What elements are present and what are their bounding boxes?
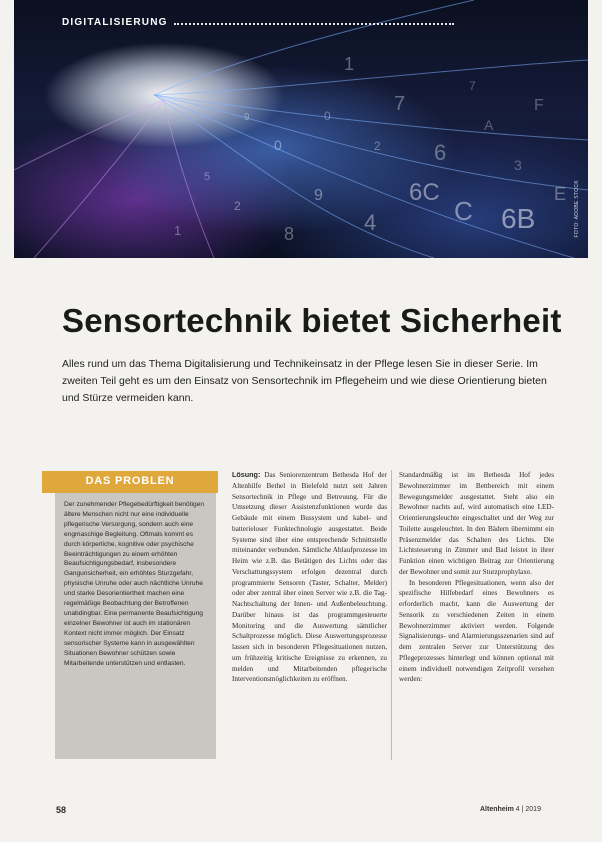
- hero-digit: 9: [314, 187, 323, 204]
- hero-digit: 6C: [409, 179, 440, 206]
- hero-digit: 2: [234, 199, 241, 213]
- hero-digit: 6B: [501, 203, 536, 234]
- solution-label: Lösung:: [232, 470, 261, 479]
- hero-digit: 0: [324, 109, 331, 123]
- hero-digit: 7: [394, 93, 406, 115]
- article-intro: Alles rund um das Thema Digitalisierung und Technikeinsatz in der Pflege lesen Sie in dieser Serie. Im zweiten Teil geht es um den Einsatz von Sensortechnik im Pflegeheim und wie diese Orientierung bieten und Stürze vermeiden kann.: [62, 358, 547, 404]
- hero-digit: 8: [284, 224, 295, 244]
- hero-digit: 5: [204, 171, 211, 183]
- column-2-paragraph-2: In besonderen Pflegesituationen, wenn also der spezifische Hilfebedarf eines Bewohners es erforderlich macht, kann die Auswertung der Sensorik zu verschiedenen Zeiten in einem Bewohnerzimmer aktiviert werden. Folgende Signalisierungs- und Alarmierungsszenarien sind auf dem zentralen Server zur Unterstützung des Pflegeprozesses hinterlegt und können optional mit einem individuell notwendigen Zeitprofil versehen werden:: [399, 578, 554, 684]
- hero-digit: 4: [364, 210, 377, 235]
- hero-digit: C: [454, 196, 473, 226]
- article-headline: Sensortechnik bietet Sicherheit: [62, 302, 562, 339]
- photo-credit: FOTO: ADOBE STOCK: [574, 180, 580, 238]
- column-divider: [391, 470, 392, 760]
- hero-digit: 9: [244, 112, 250, 123]
- article-column-2: [399, 470, 554, 685]
- hero-digit: 0: [274, 137, 282, 153]
- hero-digit: 3: [514, 157, 522, 173]
- magazine-footer: [480, 806, 541, 813]
- magazine-name: Altenheim: [480, 806, 514, 813]
- section-kicker: DIGITALISIERUNG: [62, 17, 168, 28]
- hero-digit: 1: [174, 223, 182, 238]
- article-column-1: [232, 470, 387, 685]
- column-1-text: Das Seniorenzentrum Bethesda Hof der Altenhilfe Bethel in Bielefeld nutzt seit Jahren Sensortechnik in Pflege und Betreuung. Für die Umsetzung dieser Assistenzfunktionen wurde das Gebäude mit einem Bussystem und kabel- und batterieloser Funktechnologie ausgestattet. Beide Systeme sind über eine entsprechende Schnittstelle miteinander verbunden. Sämtliche Ablaufprozesse im Heim wie z.B. das Betätigen des Lichts oder das Verschattungssystem erfolgen dezentral durch programmierte Sensoren (Taster, Schalter, Melder) oder aber zentral über einen Server wie z.B. die Tag-Nachtschaltung der Innen- und Außenbeleuchtung. Darüber hinaus ist das programmgesteuerte Monitoring und die Auswertung sämtlicher Schaltprozesse möglich. Diese Auswertungsprozesse lassen sich in besonderen Pflegesituationen nutzen, um frühzeitig kritische Ereignisse zu erkennen, zu melden und Mitarbeitenden pflegerische Interventionsmöglichkeiten zu eröffnen.: [232, 471, 387, 684]
- hero-graphic: [14, 0, 588, 258]
- column-2-paragraph-1: Standardmäßig ist im Bethesda Hof jedes Bewohnerzimmer im Bettbereich mit einem Bewegungsmelder ausgestattet. Steht also ein Bewohner nachts auf, wird automatisch eine LED-Orientierungsleuchte eingeschaltet und der Weg zur Toilette ausgeleuchtet. In den Bädern übernimmt ein Präsenzmelder das Schalten des Lichts. Die Lichtsteuerung in Zimmer und Bad leistet in ihrer Funktion einen wichtigen Beitrag zur Orientierung der Bewohner und somit zur Sturzprophylaxe.: [399, 471, 554, 576]
- hero-digit: 1: [344, 54, 355, 74]
- hero-digit: E: [554, 184, 567, 204]
- kicker-dotted-rule: [174, 23, 454, 25]
- hero-digit: 2: [374, 139, 381, 153]
- problem-text: Der zunehmender Pflegebedürftigkeit benötigen ältere Menschen nicht nur eine individuelle pflegerische Versorgung, sondern auch eine engmaschige Begleitung. Oftmals kommt es durch körperliche, kognitive oder psychische Beeinträchtigungen zu einem erhöhten Beaufsichtigungsbedarf, insbesondere Gangunsicherheit, ein erhöhtes Sturzgefahr, physische Unruhe oder auch nächtliche Unruhe und starke Desorientiertheit machen eine regelmäßige Beobachtung der Betroffenen unabdingbar. Eine permanente Beaufsichtigung einzelner Bewohner ist auch im stationären Kontext nicht immer möglich. Der Einsatz sensorischer Systeme kann in ausgewählten Situationen Bewohner schützen sowie Mitarbeitende unterstützen und entlasten.: [64, 501, 205, 667]
- hero-digit: 6: [434, 140, 447, 165]
- page-number: 58: [56, 805, 67, 815]
- hero-digit: F: [534, 97, 544, 114]
- magazine-issue: 4 | 2019: [515, 806, 541, 813]
- hero-digit: A: [484, 117, 494, 133]
- problem-title: DAS PROBLEN: [85, 475, 175, 487]
- hero-digit: 7: [469, 79, 476, 93]
- hero-image: [14, 0, 588, 258]
